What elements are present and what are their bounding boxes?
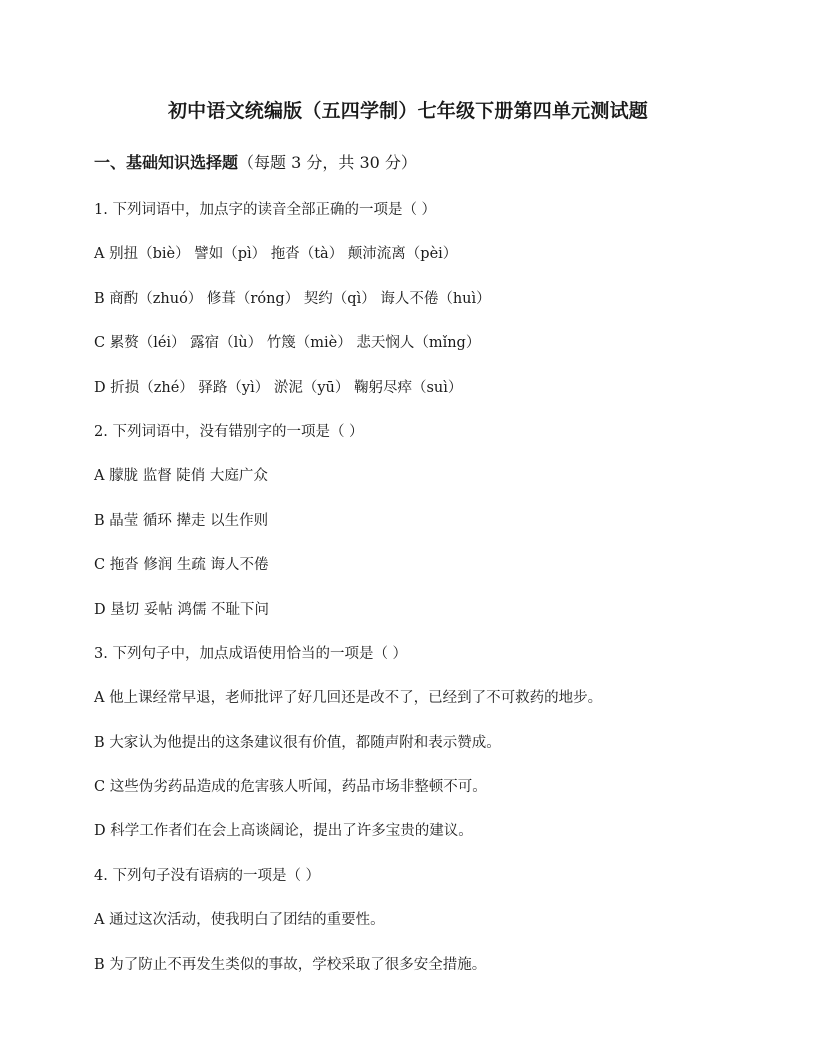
question-1-option-b: B 商酌（zhuó） 修葺（róng） 契约（qì） 诲人不倦（huì） xyxy=(94,290,491,307)
question-2-option-a: A 朦胧 监督 陡俏 大庭广众 xyxy=(94,468,268,485)
question-4-option-a: A 通过这次活动，使我明白了团结的重要性。 xyxy=(94,912,385,929)
question-3-option-c: C 这些伪劣药品造成的危害骇人听闻，药品市场非整顿不可。 xyxy=(94,779,487,796)
question-1-option-d: D 折损（zhé） 驿路（yì） 淤泥（yū） 鞠躬尽瘁（suì） xyxy=(94,379,463,396)
question-1-stem: 1. 下列词语中，加点字的读音全部正确的一项是（ ） xyxy=(94,202,437,218)
section-score-note: （每题 3 分，共 30 分） xyxy=(238,153,417,172)
question-2-option-b: B 晶莹 循环 撵走 以生作则 xyxy=(94,512,269,529)
page-title: 初中语文统编版（五四学制）七年级下册第四单元测试题 xyxy=(167,100,648,122)
question-2-option-c: C 拖沓 修润 生疏 诲人不倦 xyxy=(94,557,269,574)
section-heading-text: 一、基础知识选择题 xyxy=(94,153,239,172)
question-1-option-c: C 累赘（léi） 露宿（lù） 竹篾（miè） 悲天悯人（mǐng） xyxy=(94,335,481,352)
section-heading xyxy=(94,150,417,173)
question-list xyxy=(94,198,744,997)
question-2-option-d: D 垦切 妥帖 鸿儒 不耻下问 xyxy=(94,601,270,618)
question-3-option-b: B 大家认为他提出的这条建议很有价值，都随声附和表示赞成。 xyxy=(94,734,501,751)
question-1-option-a: A 别扭（biè） 譬如（pì） 拖沓（tà） 颠沛流离（pèi） xyxy=(94,246,458,263)
question-4-stem: 4. 下列句子没有语病的一项是（ ） xyxy=(94,867,321,884)
question-3-stem: 3. 下列句子中，加点成语使用恰当的一项是（ ） xyxy=(94,645,408,662)
question-4-option-b: B 为了防止不再发生类似的事故，学校采取了很多安全措施。 xyxy=(94,956,487,973)
question-2-stem: 2. 下列词语中，没有错别字的一项是（ ） xyxy=(94,423,364,440)
question-3-option-d: D 科学工作者们在会上高谈阔论，提出了许多宝贵的建议。 xyxy=(94,823,473,840)
question-3-option-a: A 他上课经常早退，老师批评了好几回还是改不了，已经到了不可救药的地步。 xyxy=(94,690,603,707)
